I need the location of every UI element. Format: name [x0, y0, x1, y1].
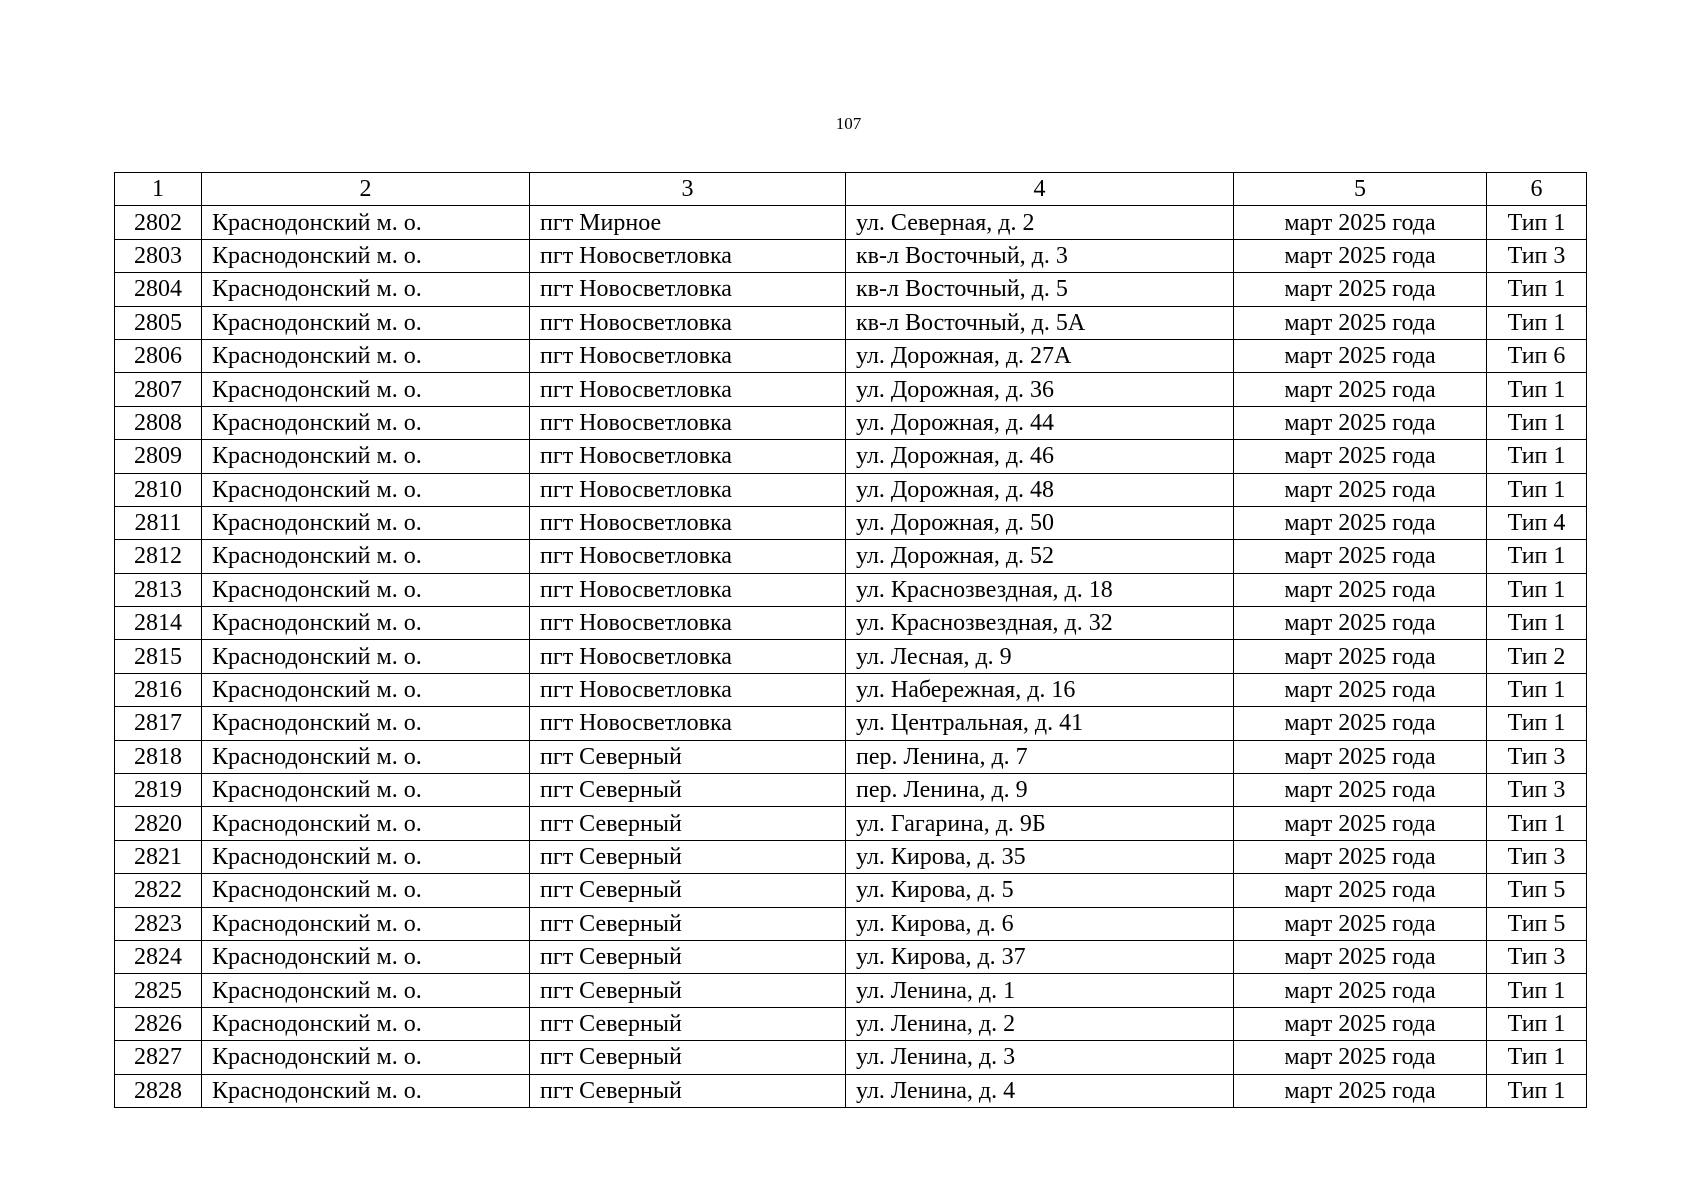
address-cell: ул. Дорожная, д. 44	[846, 406, 1234, 439]
type-cell: Тип 3	[1487, 840, 1587, 873]
address-cell: кв-л Восточный, д. 5	[846, 273, 1234, 306]
district-cell: Краснодонский м. о.	[202, 306, 530, 339]
row-number-cell: 2818	[115, 740, 202, 773]
type-cell: Тип 1	[1487, 273, 1587, 306]
table-row	[115, 573, 1587, 606]
district-cell: Краснодонский м. о.	[202, 840, 530, 873]
row-number-cell: 2817	[115, 707, 202, 740]
address-cell: ул. Ленина, д. 2	[846, 1007, 1234, 1040]
type-cell: Тип 5	[1487, 874, 1587, 907]
address-cell: кв-л Восточный, д. 3	[846, 239, 1234, 272]
row-number-cell: 2808	[115, 406, 202, 439]
table-row	[115, 339, 1587, 372]
table-row	[115, 440, 1587, 473]
settlement-cell: пгт Новосветловка	[530, 673, 846, 706]
period-cell: март 2025 года	[1234, 607, 1487, 640]
address-cell: ул. Гагарина, д. 9Б	[846, 807, 1234, 840]
district-cell: Краснодонский м. о.	[202, 1007, 530, 1040]
table-row	[115, 406, 1587, 439]
table-row	[115, 206, 1587, 239]
type-cell: Тип 1	[1487, 306, 1587, 339]
address-cell: ул. Ленина, д. 1	[846, 974, 1234, 1007]
period-cell: март 2025 года	[1234, 640, 1487, 673]
period-cell: март 2025 года	[1234, 273, 1487, 306]
row-number-cell: 2826	[115, 1007, 202, 1040]
table-row	[115, 807, 1587, 840]
settlement-cell: пгт Новосветловка	[530, 707, 846, 740]
row-number-cell: 2802	[115, 206, 202, 239]
row-number-cell: 2828	[115, 1074, 202, 1107]
address-cell: ул. Кирова, д. 37	[846, 940, 1234, 973]
period-cell: март 2025 года	[1234, 339, 1487, 372]
settlement-cell: пгт Северный	[530, 974, 846, 1007]
address-cell: ул. Дорожная, д. 36	[846, 373, 1234, 406]
header-cell-4: 4	[846, 173, 1234, 206]
address-cell: ул. Дорожная, д. 52	[846, 540, 1234, 573]
table-row	[115, 874, 1587, 907]
settlement-cell: пгт Северный	[530, 807, 846, 840]
header-cell-3: 3	[530, 173, 846, 206]
settlement-cell: пгт Мирное	[530, 206, 846, 239]
table-row	[115, 774, 1587, 807]
table-row	[115, 840, 1587, 873]
period-cell: март 2025 года	[1234, 373, 1487, 406]
header-cell-2: 2	[202, 173, 530, 206]
address-cell: ул. Лесная, д. 9	[846, 640, 1234, 673]
district-cell: Краснодонский м. о.	[202, 874, 530, 907]
settlement-cell: пгт Новосветловка	[530, 506, 846, 539]
table-row	[115, 907, 1587, 940]
period-cell: март 2025 года	[1234, 306, 1487, 339]
settlement-cell: пгт Северный	[530, 840, 846, 873]
row-number-cell: 2819	[115, 774, 202, 807]
settlement-cell: пгт Новосветловка	[530, 573, 846, 606]
district-cell: Краснодонский м. о.	[202, 640, 530, 673]
header-cell-5: 5	[1234, 173, 1487, 206]
settlement-cell: пгт Новосветловка	[530, 406, 846, 439]
address-cell: ул. Краснозвездная, д. 18	[846, 573, 1234, 606]
header-cell-1: 1	[115, 173, 202, 206]
type-cell: Тип 1	[1487, 1007, 1587, 1040]
type-cell: Тип 1	[1487, 1041, 1587, 1074]
period-cell: март 2025 года	[1234, 206, 1487, 239]
row-number-cell: 2811	[115, 506, 202, 539]
settlement-cell: пгт Новосветловка	[530, 540, 846, 573]
row-number-cell: 2806	[115, 339, 202, 372]
row-number-cell: 2807	[115, 373, 202, 406]
district-cell: Краснодонский м. о.	[202, 239, 530, 272]
period-cell: март 2025 года	[1234, 1041, 1487, 1074]
district-cell: Краснодонский м. о.	[202, 339, 530, 372]
address-cell: ул. Центральная, д. 41	[846, 707, 1234, 740]
period-cell: март 2025 года	[1234, 740, 1487, 773]
type-cell: Тип 1	[1487, 373, 1587, 406]
type-cell: Тип 1	[1487, 707, 1587, 740]
row-number-cell: 2827	[115, 1041, 202, 1074]
settlement-cell: пгт Новосветловка	[530, 373, 846, 406]
row-number-cell: 2825	[115, 974, 202, 1007]
registry-table	[114, 172, 1587, 1108]
period-cell: март 2025 года	[1234, 239, 1487, 272]
table-row	[115, 1007, 1587, 1040]
type-cell: Тип 3	[1487, 239, 1587, 272]
address-cell: ул. Дорожная, д. 46	[846, 440, 1234, 473]
district-cell: Краснодонский м. о.	[202, 273, 530, 306]
table-row	[115, 373, 1587, 406]
table-row	[115, 940, 1587, 973]
district-cell: Краснодонский м. о.	[202, 540, 530, 573]
district-cell: Краснодонский м. о.	[202, 907, 530, 940]
address-cell: ул. Дорожная, д. 48	[846, 473, 1234, 506]
row-number-cell: 2805	[115, 306, 202, 339]
period-cell: март 2025 года	[1234, 774, 1487, 807]
type-cell: Тип 1	[1487, 206, 1587, 239]
district-cell: Краснодонский м. о.	[202, 573, 530, 606]
type-cell: Тип 5	[1487, 907, 1587, 940]
district-cell: Краснодонский м. о.	[202, 940, 530, 973]
district-cell: Краснодонский м. о.	[202, 440, 530, 473]
page-number: 107	[835, 114, 862, 133]
district-cell: Краснодонский м. о.	[202, 673, 530, 706]
address-cell: ул. Кирова, д. 6	[846, 907, 1234, 940]
address-cell: пер. Ленина, д. 7	[846, 740, 1234, 773]
type-cell: Тип 3	[1487, 774, 1587, 807]
period-cell: март 2025 года	[1234, 440, 1487, 473]
type-cell: Тип 1	[1487, 540, 1587, 573]
row-number-cell: 2809	[115, 440, 202, 473]
table-row	[115, 673, 1587, 706]
district-cell: Краснодонский м. о.	[202, 1074, 530, 1107]
address-cell: кв-л Восточный, д. 5А	[846, 306, 1234, 339]
table-row	[115, 306, 1587, 339]
address-cell: ул. Дорожная, д. 50	[846, 506, 1234, 539]
row-number-cell: 2816	[115, 673, 202, 706]
type-cell: Тип 1	[1487, 607, 1587, 640]
district-cell: Краснодонский м. о.	[202, 373, 530, 406]
settlement-cell: пгт Новосветловка	[530, 440, 846, 473]
table-row	[115, 607, 1587, 640]
address-cell: пер. Ленина, д. 9	[846, 774, 1234, 807]
period-cell: март 2025 года	[1234, 840, 1487, 873]
type-cell: Тип 1	[1487, 573, 1587, 606]
row-number-cell: 2814	[115, 607, 202, 640]
settlement-cell: пгт Северный	[530, 874, 846, 907]
settlement-cell: пгт Северный	[530, 1041, 846, 1074]
period-cell: март 2025 года	[1234, 874, 1487, 907]
address-cell: ул. Ленина, д. 4	[846, 1074, 1234, 1107]
type-cell: Тип 1	[1487, 974, 1587, 1007]
district-cell: Краснодонский м. о.	[202, 406, 530, 439]
type-cell: Тип 6	[1487, 339, 1587, 372]
type-cell: Тип 1	[1487, 807, 1587, 840]
district-cell: Краснодонский м. о.	[202, 506, 530, 539]
district-cell: Краснодонский м. о.	[202, 1041, 530, 1074]
settlement-cell: пгт Северный	[530, 940, 846, 973]
address-cell: ул. Северная, д. 2	[846, 206, 1234, 239]
row-number-cell: 2815	[115, 640, 202, 673]
period-cell: март 2025 года	[1234, 907, 1487, 940]
period-cell: март 2025 года	[1234, 506, 1487, 539]
period-cell: март 2025 года	[1234, 540, 1487, 573]
table-row	[115, 740, 1587, 773]
settlement-cell: пгт Северный	[530, 1074, 846, 1107]
row-number-cell: 2823	[115, 907, 202, 940]
type-cell: Тип 3	[1487, 940, 1587, 973]
row-number-cell: 2804	[115, 273, 202, 306]
address-cell: ул. Кирова, д. 5	[846, 874, 1234, 907]
table-row	[115, 707, 1587, 740]
period-cell: март 2025 года	[1234, 974, 1487, 1007]
row-number-cell: 2820	[115, 807, 202, 840]
type-cell: Тип 1	[1487, 440, 1587, 473]
district-cell: Краснодонский м. о.	[202, 740, 530, 773]
period-cell: март 2025 года	[1234, 406, 1487, 439]
period-cell: март 2025 года	[1234, 807, 1487, 840]
type-cell: Тип 3	[1487, 740, 1587, 773]
settlement-cell: пгт Новосветловка	[530, 640, 846, 673]
period-cell: март 2025 года	[1234, 1074, 1487, 1107]
table-header	[115, 173, 1587, 206]
district-cell: Краснодонский м. о.	[202, 707, 530, 740]
header-cell-6: 6	[1487, 173, 1587, 206]
district-cell: Краснодонский м. о.	[202, 774, 530, 807]
row-number-cell: 2821	[115, 840, 202, 873]
address-cell: ул. Кирова, д. 35	[846, 840, 1234, 873]
table-body	[115, 206, 1587, 1108]
table-row	[115, 1041, 1587, 1074]
settlement-cell: пгт Новосветловка	[530, 239, 846, 272]
table-row	[115, 506, 1587, 539]
period-cell: март 2025 года	[1234, 1007, 1487, 1040]
table-row	[115, 640, 1587, 673]
row-number-cell: 2824	[115, 940, 202, 973]
settlement-cell: пгт Новосветловка	[530, 607, 846, 640]
type-cell: Тип 2	[1487, 640, 1587, 673]
address-cell: ул. Набережная, д. 16	[846, 673, 1234, 706]
period-cell: март 2025 года	[1234, 707, 1487, 740]
district-cell: Краснодонский м. о.	[202, 473, 530, 506]
row-number-cell: 2803	[115, 239, 202, 272]
district-cell: Краснодонский м. о.	[202, 807, 530, 840]
district-cell: Краснодонский м. о.	[202, 206, 530, 239]
table-row	[115, 540, 1587, 573]
settlement-cell: пгт Новосветловка	[530, 273, 846, 306]
settlement-cell: пгт Северный	[530, 907, 846, 940]
table-row	[115, 239, 1587, 272]
address-cell: ул. Дорожная, д. 27А	[846, 339, 1234, 372]
row-number-cell: 2813	[115, 573, 202, 606]
type-cell: Тип 1	[1487, 406, 1587, 439]
type-cell: Тип 4	[1487, 506, 1587, 539]
address-cell: ул. Ленина, д. 3	[846, 1041, 1234, 1074]
type-cell: Тип 1	[1487, 473, 1587, 506]
row-number-cell: 2812	[115, 540, 202, 573]
settlement-cell: пгт Северный	[530, 774, 846, 807]
row-number-cell: 2822	[115, 874, 202, 907]
table-row	[115, 974, 1587, 1007]
header-row	[115, 173, 1587, 206]
settlement-cell: пгт Северный	[530, 740, 846, 773]
district-cell: Краснодонский м. о.	[202, 607, 530, 640]
period-cell: март 2025 года	[1234, 940, 1487, 973]
settlement-cell: пгт Северный	[530, 1007, 846, 1040]
type-cell: Тип 1	[1487, 1074, 1587, 1107]
type-cell: Тип 1	[1487, 673, 1587, 706]
address-cell: ул. Краснозвездная, д. 32	[846, 607, 1234, 640]
settlement-cell: пгт Новосветловка	[530, 306, 846, 339]
settlement-cell: пгт Новосветловка	[530, 339, 846, 372]
row-number-cell: 2810	[115, 473, 202, 506]
table-row	[115, 473, 1587, 506]
period-cell: март 2025 года	[1234, 573, 1487, 606]
district-cell: Краснодонский м. о.	[202, 974, 530, 1007]
table-row	[115, 1074, 1587, 1107]
table-row	[115, 273, 1587, 306]
settlement-cell: пгт Новосветловка	[530, 473, 846, 506]
period-cell: март 2025 года	[1234, 473, 1487, 506]
period-cell: март 2025 года	[1234, 673, 1487, 706]
